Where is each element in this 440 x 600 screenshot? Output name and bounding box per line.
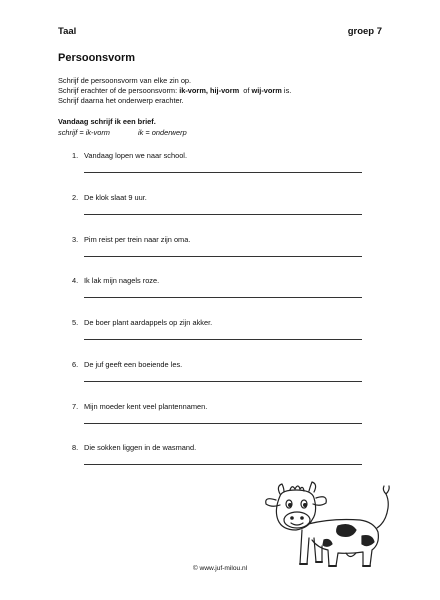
instruction-line-2-post: is. (281, 86, 292, 95)
group-label: groep 7 (347, 26, 382, 37)
instruction-line-2-bold-2: wij-vorm (251, 86, 282, 95)
subject-label: Taal (58, 26, 77, 37)
instruction-line-2-pre: Schrijf erachter of de persoonsvorm: (58, 86, 180, 95)
answer-line[interactable] (84, 256, 362, 257)
exercise-sentence: Ik lak mijn nagels roze. (84, 276, 160, 285)
exercise-number: 7. (72, 402, 79, 411)
example-legend (58, 128, 187, 137)
example-sentence: Vandaag schrijf ik een brief. (58, 117, 156, 126)
answer-line[interactable] (84, 172, 362, 173)
legend-verb-form: schrijf = ik-vorm (58, 128, 110, 137)
instruction-line-3: Schrijf daarna het onderwerp erachter. (58, 96, 184, 105)
exercise-sentence: De klok slaat 9 uur. (84, 193, 147, 202)
exercise-number: 8. (72, 443, 79, 452)
instruction-line-2 (58, 86, 291, 96)
instruction-line-2-mid: of (239, 86, 252, 95)
exercise-sentence: Die sokken liggen in de wasmand. (84, 443, 197, 452)
exercise-number: 1. (72, 151, 79, 160)
exercise-number: 4. (72, 276, 79, 285)
answer-line[interactable] (84, 464, 362, 465)
horn-right (309, 482, 316, 492)
answer-line[interactable] (84, 423, 362, 424)
answer-line[interactable] (84, 339, 362, 340)
legend-subject: ik = onderwerp (138, 128, 187, 137)
answer-line[interactable] (84, 297, 362, 298)
exercise-sentence: Vandaag lopen we naar school. (84, 151, 187, 160)
exercise-sentence: De boer plant aardappels op zijn akker. (84, 318, 213, 327)
page-title: Persoonsvorm (58, 52, 136, 64)
exercise-number: 6. (72, 360, 79, 369)
exercise-number: 3. (72, 235, 79, 244)
exercise-sentence: Mijn moeder kent veel plantennamen. (84, 402, 208, 411)
answer-line[interactable] (84, 381, 362, 382)
exercise-sentence: De juf geeft een boeiende les. (84, 360, 183, 369)
footer-credit: © www.juf-milou.nl (192, 565, 248, 572)
instruction-line-1: Schrijf de persoonsvorm van elke zin op. (58, 76, 192, 85)
cow-illustration (262, 478, 402, 573)
exercise-sentence: Pim reist per trein naar zijn oma. (84, 235, 191, 244)
instruction-line-2-bold-1: ik-vorm, hij-vorm (179, 86, 240, 95)
exercise-number: 2. (72, 193, 79, 202)
instructions (58, 76, 291, 106)
answer-line[interactable] (84, 214, 362, 215)
exercise-number: 5. (72, 318, 79, 327)
